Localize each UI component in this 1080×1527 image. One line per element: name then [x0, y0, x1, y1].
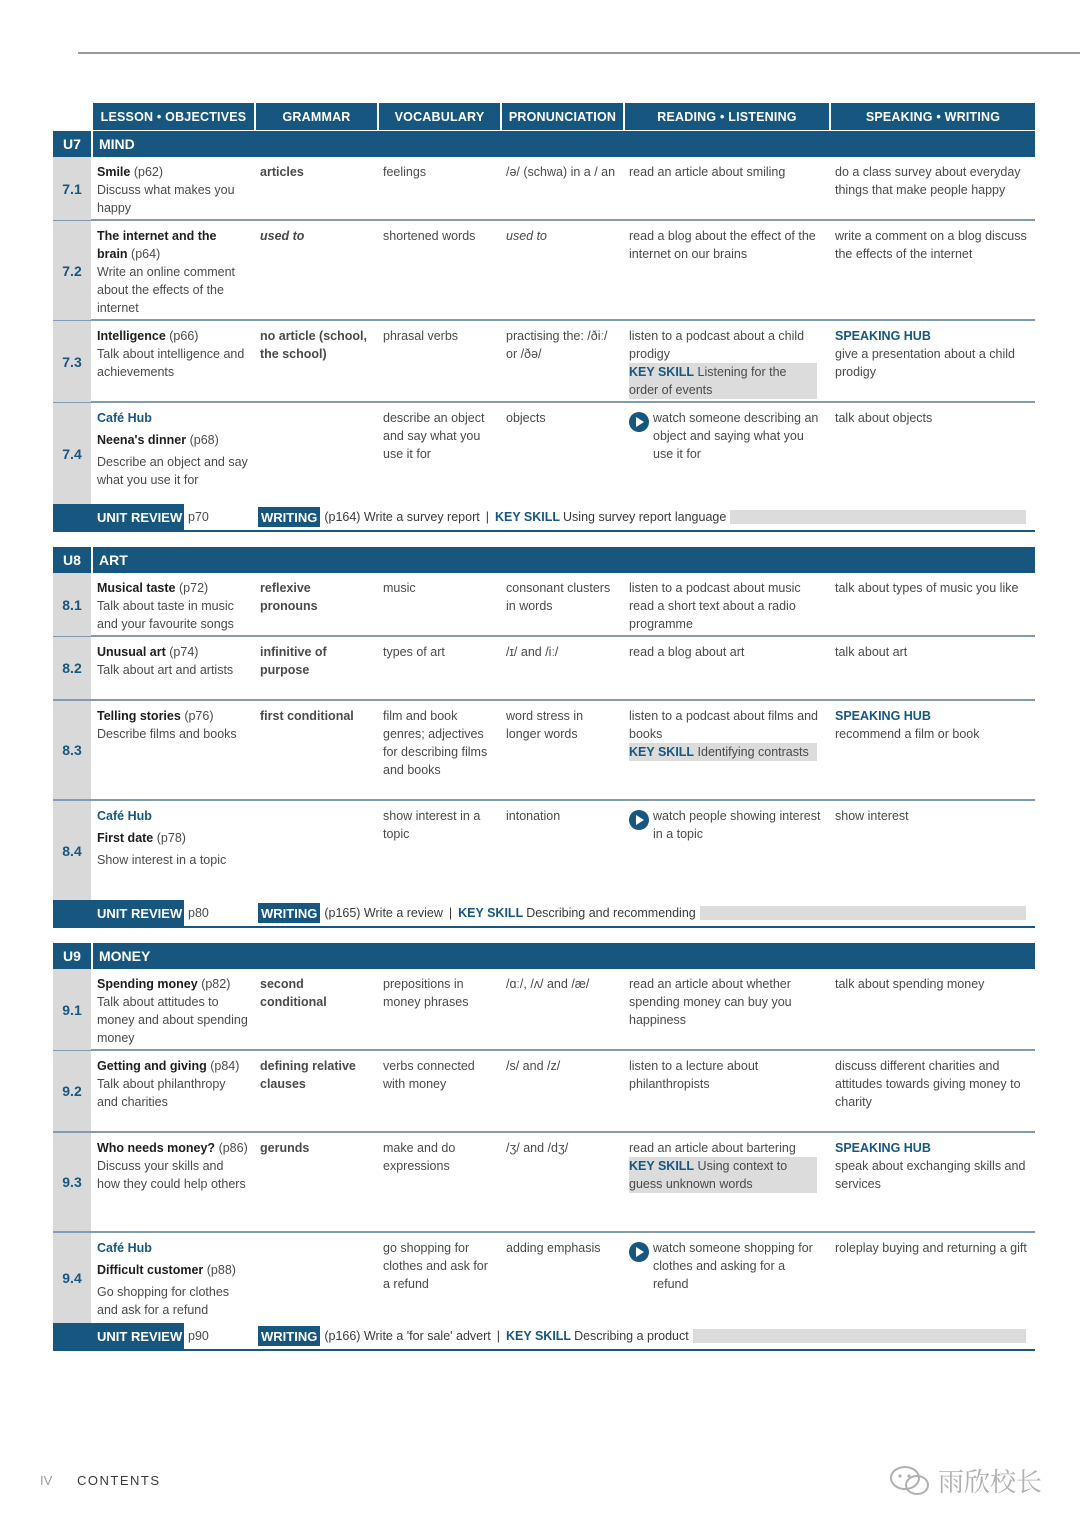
key-skill	[629, 743, 817, 761]
key-skill-label: KEY SKILL	[629, 745, 695, 759]
key-skill-label: KEY SKILL	[629, 365, 695, 379]
grammar-cell: no article (school, the school)	[260, 329, 367, 361]
pronunciation-cell: practising the: /ðiː/ or /ðə/	[506, 329, 608, 361]
grammar-cell: first conditional	[260, 709, 354, 723]
lesson-row	[53, 969, 1035, 1051]
lesson-objective: Describe films and books	[97, 727, 237, 741]
grammar-text: used to	[260, 229, 305, 243]
wechat-icon	[888, 1464, 932, 1498]
lesson-page: (p82)	[201, 977, 231, 991]
lesson-row	[53, 801, 1035, 900]
key-skill-label: KEY SKILL	[506, 1329, 572, 1343]
speaking-hub-label: SPEAKING HUB	[835, 1141, 931, 1155]
lesson-objective: Discuss your skills and how they could help others	[97, 1159, 246, 1191]
grammar-cell	[254, 221, 377, 320]
writing-label: WRITING	[258, 507, 320, 527]
vocabulary-cell: shortened words	[383, 229, 476, 243]
key-skill-text: Listening for the order of events	[629, 365, 787, 397]
writing-text: (p166) Write a 'for sale' advert	[324, 1329, 491, 1343]
lesson-number: 9.4	[53, 1233, 91, 1323]
key-skill-text: Identifying contrasts	[697, 745, 809, 759]
vocabulary-cell: feelings	[383, 165, 427, 179]
pronunciation-cell: consonant clusters in words	[506, 581, 611, 613]
reading-cell	[623, 403, 829, 504]
key-skill-text: Using context to guess unknown words	[629, 1159, 788, 1191]
unit-review-page: p90	[188, 1329, 209, 1343]
page-number: IV	[40, 1473, 53, 1488]
speaking-cell: write a comment on a blog discuss the effects of the internet	[835, 229, 1027, 261]
lesson-title: Difficult customer	[97, 1263, 204, 1277]
speaking-cell: talk about art	[835, 645, 908, 659]
lesson-page: (p78)	[156, 831, 186, 845]
speaking-cell: talk about spending money	[835, 977, 985, 991]
unit-code: U7	[63, 136, 81, 152]
unit-review-row	[53, 1323, 1035, 1351]
lesson-objective: Discuss what makes you happy	[97, 183, 235, 215]
lesson-number: 7.2	[53, 221, 91, 320]
unit-review-label: UNIT REVIEW	[91, 1323, 184, 1349]
lesson-page: (p86)	[218, 1141, 248, 1155]
lesson-cell	[91, 701, 254, 799]
lesson-number: 9.2	[53, 1051, 91, 1131]
lesson-page: (p72)	[179, 581, 209, 595]
reading-cell	[623, 1233, 829, 1323]
lesson-objective: Talk about attitudes to money and about spending money	[97, 995, 248, 1045]
writing-details	[320, 510, 1026, 524]
lesson-number: 8.3	[53, 701, 91, 799]
unit-bar	[53, 130, 1035, 157]
pronunciation-cell: word stress in longer words	[506, 709, 584, 741]
header-lesson-objectives: LESSON • OBJECTIVES	[91, 103, 254, 130]
reading-text: read an article about bartering	[629, 1141, 796, 1155]
watermark	[888, 1462, 1042, 1499]
review-lead	[53, 504, 91, 530]
lesson-number: 9.3	[53, 1133, 91, 1231]
lesson-cell	[91, 157, 254, 220]
unit-code: U8	[63, 552, 81, 568]
unit-review-row	[53, 504, 1035, 532]
speaking-text: recommend a film or book	[835, 727, 980, 741]
cafe-hub-label: Café Hub	[97, 411, 152, 425]
vocabulary-cell: describe an object and say what you use it for	[383, 411, 485, 461]
pronunciation-cell: /ɑː/, /ʌ/ and /æ/	[506, 977, 590, 991]
lesson-objective: Talk about philanthropy and charities	[97, 1077, 226, 1109]
lesson-objective: Talk about intelligence and achievements	[97, 347, 245, 379]
key-skill-label: KEY SKILL	[458, 906, 524, 920]
vocabulary-cell: music	[383, 581, 416, 595]
grammar-cell: infinitive of purpose	[260, 645, 327, 677]
unit-bar	[53, 942, 1035, 969]
speaking-cell: show interest	[835, 809, 909, 823]
grammar-cell: defining relative clauses	[260, 1059, 356, 1091]
reading-cell	[623, 1133, 829, 1231]
lesson-title: Musical taste	[97, 581, 176, 595]
lesson-page: (p76)	[184, 709, 214, 723]
lesson-number: 9.1	[53, 969, 91, 1050]
lesson-page: (p62)	[133, 165, 164, 179]
play-video-icon[interactable]	[629, 810, 649, 830]
vocabulary-cell: go shopping for clothes and ask for a refund	[383, 1241, 488, 1291]
speaking-text: give a presentation about a child prodigy	[835, 347, 1015, 379]
vocabulary-cell: types of art	[383, 645, 445, 659]
unit-review-row	[53, 900, 1035, 928]
lesson-cell	[91, 221, 254, 320]
lesson-title: Spending money	[97, 977, 198, 991]
lesson-cell	[91, 403, 254, 504]
grammar-cell	[254, 801, 377, 900]
speaking-hub-label: SPEAKING HUB	[835, 709, 931, 723]
lesson-cell	[91, 969, 254, 1050]
lesson-title: The internet and the brain	[97, 229, 217, 261]
lesson-row	[53, 321, 1035, 403]
unit-code: U9	[63, 948, 81, 964]
lesson-title: Unusual art	[97, 645, 166, 659]
lesson-objective: Talk about art and artists	[97, 663, 234, 677]
lesson-row	[53, 1133, 1035, 1233]
vocabulary-cell: film and book genres; adjectives for describing films and books	[383, 709, 488, 777]
lesson-cell	[91, 637, 254, 699]
lesson-page: (p66)	[169, 329, 199, 343]
writing-text: (p164) Write a survey report	[324, 510, 480, 524]
lesson-row	[53, 637, 1035, 701]
table-header	[53, 103, 1035, 130]
key-skill-text: Using survey report language	[563, 510, 727, 524]
speaking-cell	[829, 321, 1035, 402]
vocabulary-cell: show interest in a topic	[383, 809, 481, 841]
pronunciation-cell	[500, 221, 623, 320]
key-skill	[629, 363, 817, 399]
key-skill-text: Describing and recommending	[526, 906, 696, 920]
reading-cell	[623, 701, 829, 799]
lesson-number: 7.3	[53, 321, 91, 402]
vocabulary-cell: prepositions in money phrases	[383, 977, 469, 1009]
unit-name: ART	[91, 547, 128, 573]
unit-name: MONEY	[91, 943, 150, 969]
speaking-cell: talk about objects	[835, 411, 933, 425]
lesson-cell	[91, 1133, 254, 1231]
lesson-cell	[91, 801, 254, 900]
lesson-title: Intelligence	[97, 329, 166, 343]
lesson-objective: Talk about taste in music and your favourite songs	[97, 599, 234, 631]
reading-cell	[623, 801, 829, 900]
lesson-title: Neena's dinner	[97, 433, 187, 447]
lesson-number: 8.2	[53, 637, 91, 699]
lesson-row	[53, 221, 1035, 321]
speaking-cell	[829, 1133, 1035, 1231]
header-blank	[53, 103, 91, 130]
vocabulary-cell: make and do expressions	[383, 1141, 456, 1173]
speaking-cell: do a class survey about everyday things that make people happy	[835, 165, 1021, 197]
lesson-number: 7.1	[53, 157, 91, 220]
cafe-hub-label: Café Hub	[97, 809, 152, 823]
lesson-title: Who needs money?	[97, 1141, 216, 1155]
unit-review-label: UNIT REVIEW	[91, 900, 184, 926]
lesson-cell	[91, 1051, 254, 1131]
speaking-cell: talk about types of music you like	[835, 581, 1019, 595]
unit-bar	[53, 546, 1035, 573]
reading-text: watch someone describing an object and saying what you use it for	[653, 411, 819, 461]
speaking-cell	[829, 701, 1035, 799]
header-grammar: GRAMMAR	[254, 103, 377, 130]
header-pronunciation: PRONUNCIATION	[500, 103, 623, 130]
header-vocabulary: VOCABULARY	[377, 103, 500, 130]
pronunciation-cell: objects	[506, 411, 546, 425]
lesson-number: 8.1	[53, 573, 91, 636]
key-skill	[629, 1157, 817, 1193]
grammar-cell	[254, 403, 377, 504]
reading-cell	[623, 321, 829, 402]
lesson-objective: Describe an object and say what you use it for	[97, 455, 248, 487]
pronunciation-text: used to	[506, 229, 548, 243]
writing-label: WRITING	[258, 903, 320, 923]
key-skill-label: KEY SKILL	[629, 1159, 695, 1173]
lesson-title: First date	[97, 831, 154, 845]
grammar-cell: gerunds	[260, 1141, 310, 1155]
lesson-row	[53, 403, 1035, 504]
header-speaking-writing: SPEAKING • WRITING	[829, 103, 1035, 130]
writing-text: (p165) Write a review	[324, 906, 443, 920]
lesson-cell	[91, 1233, 254, 1323]
separator: |	[448, 906, 453, 920]
grammar-cell: reflexive pronouns	[260, 581, 318, 613]
speaking-cell: roleplay buying and returning a gift	[835, 1241, 1027, 1255]
writing-details	[320, 906, 1026, 920]
reading-text: watch someone shopping for clothes and asking for a refund	[653, 1241, 813, 1291]
unit-name: MIND	[91, 131, 135, 157]
play-video-icon[interactable]	[629, 412, 649, 432]
reading-cell: read an article about smiling	[629, 165, 786, 179]
reading-cell: read an article about whether spending money can buy you happiness	[629, 977, 792, 1027]
reading-cell: read a blog about the effect of the internet on our brains	[629, 229, 816, 261]
lesson-number: 8.4	[53, 801, 91, 900]
reading-text: listen to a podcast about a child prodigy	[629, 329, 805, 361]
grammar-cell	[254, 1233, 377, 1323]
unit-review-page: p80	[188, 906, 209, 920]
lesson-objective: Show interest in a topic	[97, 853, 227, 867]
writing-details	[320, 1329, 1026, 1343]
cafe-hub-label: Café Hub	[97, 1241, 152, 1255]
lesson-title: Telling stories	[97, 709, 181, 723]
review-lead	[53, 1323, 91, 1349]
lesson-row	[53, 1051, 1035, 1133]
review-lead	[53, 900, 91, 926]
grammar-cell: second conditional	[260, 977, 327, 1009]
lesson-objective: Go shopping for clothes and ask for a refund	[97, 1285, 230, 1317]
pronunciation-cell: adding emphasis	[506, 1241, 601, 1255]
contents-table	[53, 103, 1035, 1351]
lesson-page: (p68)	[189, 433, 219, 447]
footer-title: CONTENTS	[77, 1473, 161, 1488]
pronunciation-cell: /ʒ/ and /dʒ/	[506, 1141, 569, 1155]
separator: |	[485, 510, 489, 524]
lesson-row	[53, 701, 1035, 801]
reading-cell: read a blog about art	[629, 645, 745, 659]
reading-text: watch people showing interest in a topic	[653, 809, 821, 841]
lesson-page: (p64)	[131, 247, 161, 261]
watermark-text: 雨欣校长	[938, 1467, 1043, 1497]
speaking-cell: discuss different charities and attitudes towards giving money to charity	[835, 1059, 1021, 1109]
vocabulary-cell: verbs connected with money	[383, 1059, 475, 1091]
pronunciation-cell: /ɪ/ and /iː/	[506, 645, 559, 659]
key-skill-text: Describing a product	[574, 1329, 689, 1343]
speaking-text: speak about exchanging skills and services	[835, 1159, 1026, 1191]
top-rule	[78, 52, 1080, 54]
lesson-page: (p74)	[169, 645, 199, 659]
reading-cell: listen to a podcast about music read a short text about a radio programme	[629, 581, 801, 631]
play-video-icon[interactable]	[629, 1242, 649, 1262]
lesson-row	[53, 1233, 1035, 1323]
lesson-title: Getting and giving	[97, 1059, 207, 1073]
header-reading-listening: READING • LISTENING	[623, 103, 829, 130]
key-skill-label: KEY SKILL	[494, 510, 561, 524]
lesson-cell	[91, 573, 254, 636]
pronunciation-cell: /ə/ (schwa) in a / an	[506, 165, 616, 179]
lesson-page: (p88)	[206, 1263, 236, 1277]
unit-review-label: UNIT REVIEW	[91, 504, 184, 530]
lesson-objective: Write an online comment about the effects of the internet	[97, 265, 236, 315]
reading-text: listen to a podcast about films and books	[629, 709, 819, 741]
pronunciation-cell: /s/ and /z/	[506, 1059, 561, 1073]
unit-review-page: p70	[188, 510, 209, 524]
reading-cell: listen to a lecture about philanthropists	[629, 1059, 759, 1091]
lesson-title: Smile	[97, 165, 131, 179]
separator: |	[496, 1329, 500, 1343]
writing-label: WRITING	[258, 1326, 320, 1346]
grammar-cell: articles	[260, 165, 304, 179]
vocabulary-cell: phrasal verbs	[383, 329, 459, 343]
lesson-number: 7.4	[53, 403, 91, 504]
speaking-hub-label: SPEAKING HUB	[835, 329, 931, 343]
pronunciation-cell: intonation	[506, 809, 561, 823]
lesson-row	[53, 573, 1035, 637]
lesson-cell	[91, 321, 254, 402]
lesson-page: (p84)	[210, 1059, 240, 1073]
lesson-row	[53, 157, 1035, 221]
